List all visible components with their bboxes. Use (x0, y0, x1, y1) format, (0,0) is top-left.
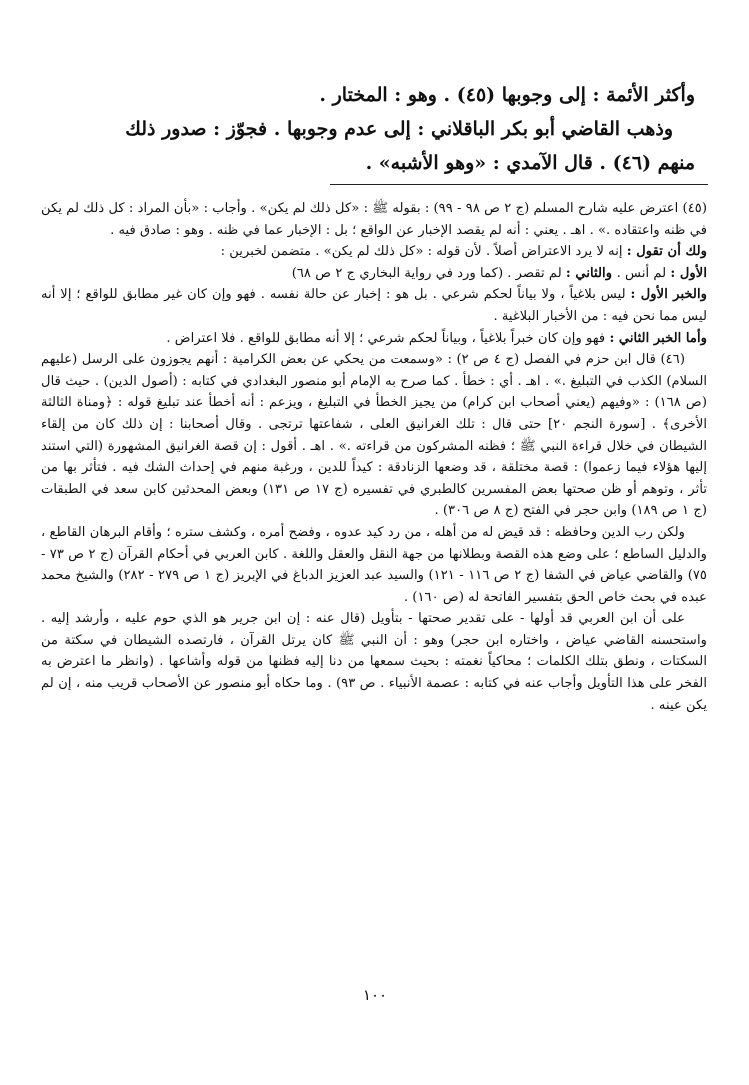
footnotes (41, 198, 707, 716)
footnote-text: ليس بلاغياً ، ولا بياناً لحكم شرعي . بل هو : إخبار عن حالة نفسه . فهو وإن كان غير مطابق للواقع ؛ إلا أنه ليس مما نحن فيه : من الأخبار البلاغية . (41, 287, 707, 324)
footnote-lead: ولك أن تقول : (626, 244, 707, 260)
main-line-1: وأكثر الأئمة : إلى وجوبها (٤٥) . وهو : المختار . (319, 84, 695, 106)
footnote-46: (٤٦) قال ابن حزم في الفصل (ج ٤ ص ٢) : «وسمعت من يحكي عن بعض الكرامية : أنهم يجوزون على الرسل (عليهم السلام) الكذب في التبليغ .» . اهـ . أي : خطأ . كما صرح به الإمام أبو منصور البغدادي في كتابه : (أصول الدين) . حيث قال (ص ١٦٨) : «وفيهم (يعني أصحاب ابن كرام) من يجيز الخطأ في التبليغ ، ويزعم : أنه أخطأ عند تبليغ قوله : ﴿ومناة الثالثة الأخرى﴾ . [سورة النجم ٢٠] حتى قال : تلك الغرانيق العلى ، شفاعتها ترتجى . وقال أصحابنا : إن ذلك كان من إلقاء الشيطان في خلال قراءة النبي ﷺ ؛ فظنه المشركون من قراءته .» . اهـ . أقول : إن قصة الغرانيق المشهورة (التي استند إليها هؤلاء فيما زعموا) : قصة مختلقة ، قد وضعها الزنادقة : كيداً للدين ، ورغبة منهم في إحداث الشك فيه . فتأثر بها من تأثر ، وتوهم أو ظن صحتها بعض المفسرين كالطبري في تفسيره (ج ١٧ ص ١٣١) وبعض المحدثين كابن سعد في الطبقات (ج ١ ص ١٨٩) وابن حجر في الفتح (ج ٨ ص ٣٠٦) . (41, 352, 708, 519)
footnote-lead: وأما الخبر الثاني : (609, 330, 707, 346)
footnote-text: لم أنس . (616, 265, 671, 281)
footnote-45-para-2 (41, 241, 707, 263)
footnote-lead: والخبر الأول : (630, 287, 707, 303)
main-text (47, 78, 695, 180)
footnote-46-para-3: على أن ابن العربي قد أولها - على تقدير صحتها - بتأويل (قال عنه : إن ابن جرير هو الذي حوم عليه ، وأرشد إليه . واستحسنه القاضي عياض ، واختاره ابن حجر) وهو : أن النبي ﷺ كان يرتل القرآن ، فارتصده الشيطان في سكتة من السكتات ، ونطق بتلك الكلمات ؛ محاكياً نغمته : بحيث سمعها من دنا إليه فظنها من قوله وأشاعها . (وانظر ما اعترض به الفخر على هذا التأويل وأجاب عنه في كتابه : عصمة الأنبياء . ص ٩٣) . وما حكاه أبو منصور عن الأصحاب قريب منه ، إن لم يكن عينه . (41, 611, 707, 713)
footnote-46-para-2: ولكن رب الدين وحافظه : قد قيض له من أهله ، من رد كيد عدوه ، وفضح أمره ، وكشف ستره ؛ وأقام البرهان القاطع ، والدليل الساطع ؛ على وضع هذه القصة وبطلانها من جهة النقل والعقل واللغة . كابن العربي في أحكام القرآن (ج ٢ ص ٧٣ - ٧٥) والقاضي عياض في الشفا (ج ٢ ص ١١٦ - ١٢١) والسيد عبد العزيز الدباغ في الإبريز (ج ١ ص ٢٧٩ - ٢٨٢) والشيخ محمد عبده في بحث خاص الحق بتفسير الفاتحة له (ص ١٦٠) . (41, 524, 708, 605)
footnote-text: فهو وإن كان خبراً بلاغياً ، وبياناً لحكم شرعي ؛ إلا أنه مطابق للواقع . فلا اعتراض . (166, 330, 610, 346)
footnote-lead: والثاني : (565, 265, 617, 281)
footnote-text: لم تقصر . (كما ورد في رواية البخاري ج ٢ ص ٦٨) (291, 265, 566, 281)
main-line-3: منهم (٤٦) . قال الآمدي : «وهو الأشبه» . (365, 152, 695, 174)
footnote-separator (330, 184, 708, 185)
footnote-lead: الأول : (670, 265, 707, 281)
page-number: ١٠٠ (362, 986, 388, 1004)
footnote-45: (٤٥) اعترض عليه شارح المسلم (ج ٢ ص ٩٨ - ٩٩) : بقوله ﷺ : «كل ذلك لم يكن» . وأجاب : «بأن المراد : كل ذلك لم يكن في ظنه واعتقاده .» . اهـ . يعني : أنه لم يقصد الإخبار عن الواقع ؛ بل : الإخبار عما في ظنه . وهو : صادق فيه . (41, 201, 708, 238)
footnote-45-para-5 (41, 328, 707, 350)
footnote-45-para-4 (41, 284, 707, 327)
footnote-45-para-3 (41, 263, 707, 285)
main-line-2: وذهب القاضي أبو بكر الباقلاني : إلى عدم وجوبها . فجوّز : صدور ذلك (125, 118, 673, 140)
footnote-text: إنه لا يرد الاعتراض أصلاً . لأن قوله : «كل ذلك لم يكن» . متضمن لخبرين : (220, 244, 627, 260)
